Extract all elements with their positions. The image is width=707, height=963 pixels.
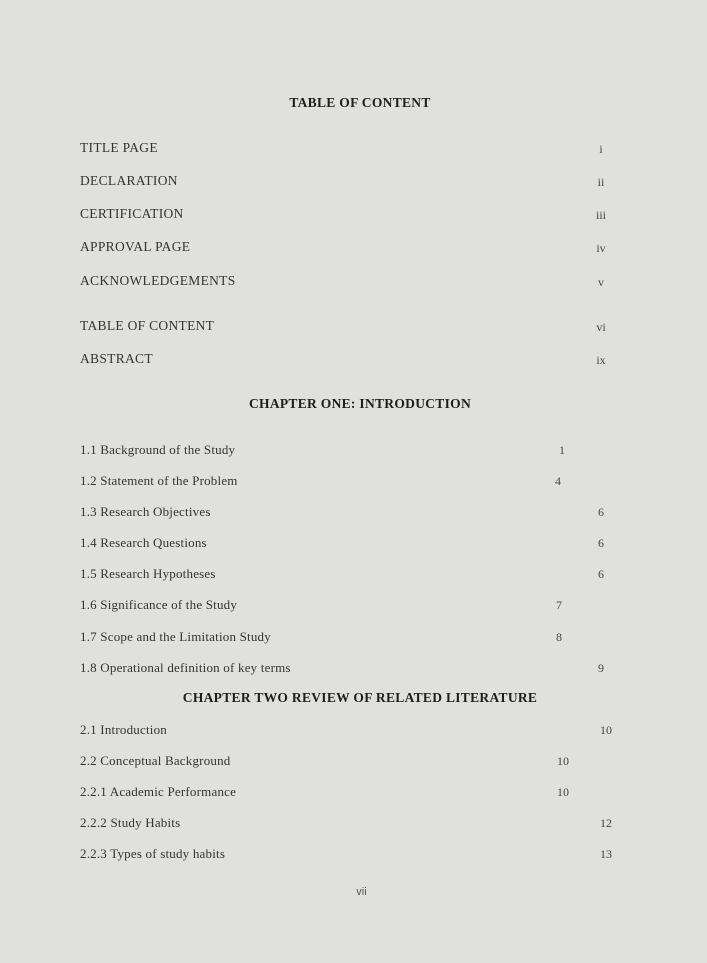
toc-page-number: 4 — [555, 474, 561, 488]
page-title: TABLE OF CONTENT — [289, 95, 431, 110]
toc-entry: TABLE OF CONTENT — [80, 318, 215, 333]
chapter-one-heading: CHAPTER ONE: INTRODUCTION — [248, 396, 472, 411]
toc-page-number: 9 — [598, 661, 604, 675]
toc-entry: 1.8 Operational definition of key terms — [80, 660, 291, 675]
chapter-two-heading: CHAPTER TWO REVIEW OF RELATED LITERATURE — [182, 690, 538, 705]
toc-page-number: 6 — [598, 505, 604, 519]
toc-entry: 2.2.2 Study Habits — [80, 815, 181, 830]
toc-page-number: iii — [595, 208, 606, 222]
toc-entry: 1.3 Research Objectives — [80, 504, 211, 519]
toc-page-number: 13 — [600, 847, 612, 861]
toc-page-number: i — [599, 142, 603, 156]
toc-entry: CERTIFICATION — [80, 206, 184, 221]
toc-entry: 2.2.1 Academic Performance — [80, 784, 237, 799]
toc-entry: 1.6 Significance of the Study — [80, 597, 238, 612]
toc-entry: DECLARATION — [80, 173, 178, 188]
toc-page-number: 10 — [557, 785, 569, 799]
toc-page-number: 10 — [557, 754, 569, 768]
toc-page-number: 6 — [598, 536, 604, 550]
toc-entry: 1.5 Research Hypotheses — [80, 566, 216, 581]
toc-page-number: 8 — [556, 630, 562, 644]
toc-entry: 2.1 Introduction — [80, 722, 167, 737]
toc-entry: TITLE PAGE — [80, 140, 158, 155]
toc-entry: ABSTRACT — [80, 351, 153, 366]
page-footer-number: vii — [356, 886, 367, 898]
toc-page-number: ii — [597, 175, 605, 189]
toc-page-number: 6 — [598, 567, 604, 581]
toc-page-number: ix — [596, 353, 606, 367]
toc-entry: ACKNOWLEDGEMENTS — [80, 273, 236, 288]
toc-page-number: iv — [596, 241, 606, 255]
toc-entry: 2.2 Conceptual Background — [80, 753, 231, 768]
toc-entry: APPROVAL PAGE — [80, 239, 191, 254]
toc-page-number: v — [598, 275, 604, 289]
toc-page-number: 10 — [600, 723, 612, 737]
toc-entry: 1.4 Research Questions — [80, 535, 207, 550]
toc-entry: 1.1 Background of the Study — [80, 442, 236, 457]
toc-entry: 1.2 Statement of the Problem — [80, 473, 238, 488]
toc-page-number: 12 — [600, 816, 612, 830]
toc-entry: 2.2.3 Types of study habits — [80, 846, 226, 861]
toc-page-number: vi — [596, 320, 606, 334]
toc-entry: 1.7 Scope and the Limitation Study — [80, 629, 271, 644]
toc-page-number: 7 — [556, 598, 562, 612]
toc-page-number: 1 — [559, 443, 565, 457]
